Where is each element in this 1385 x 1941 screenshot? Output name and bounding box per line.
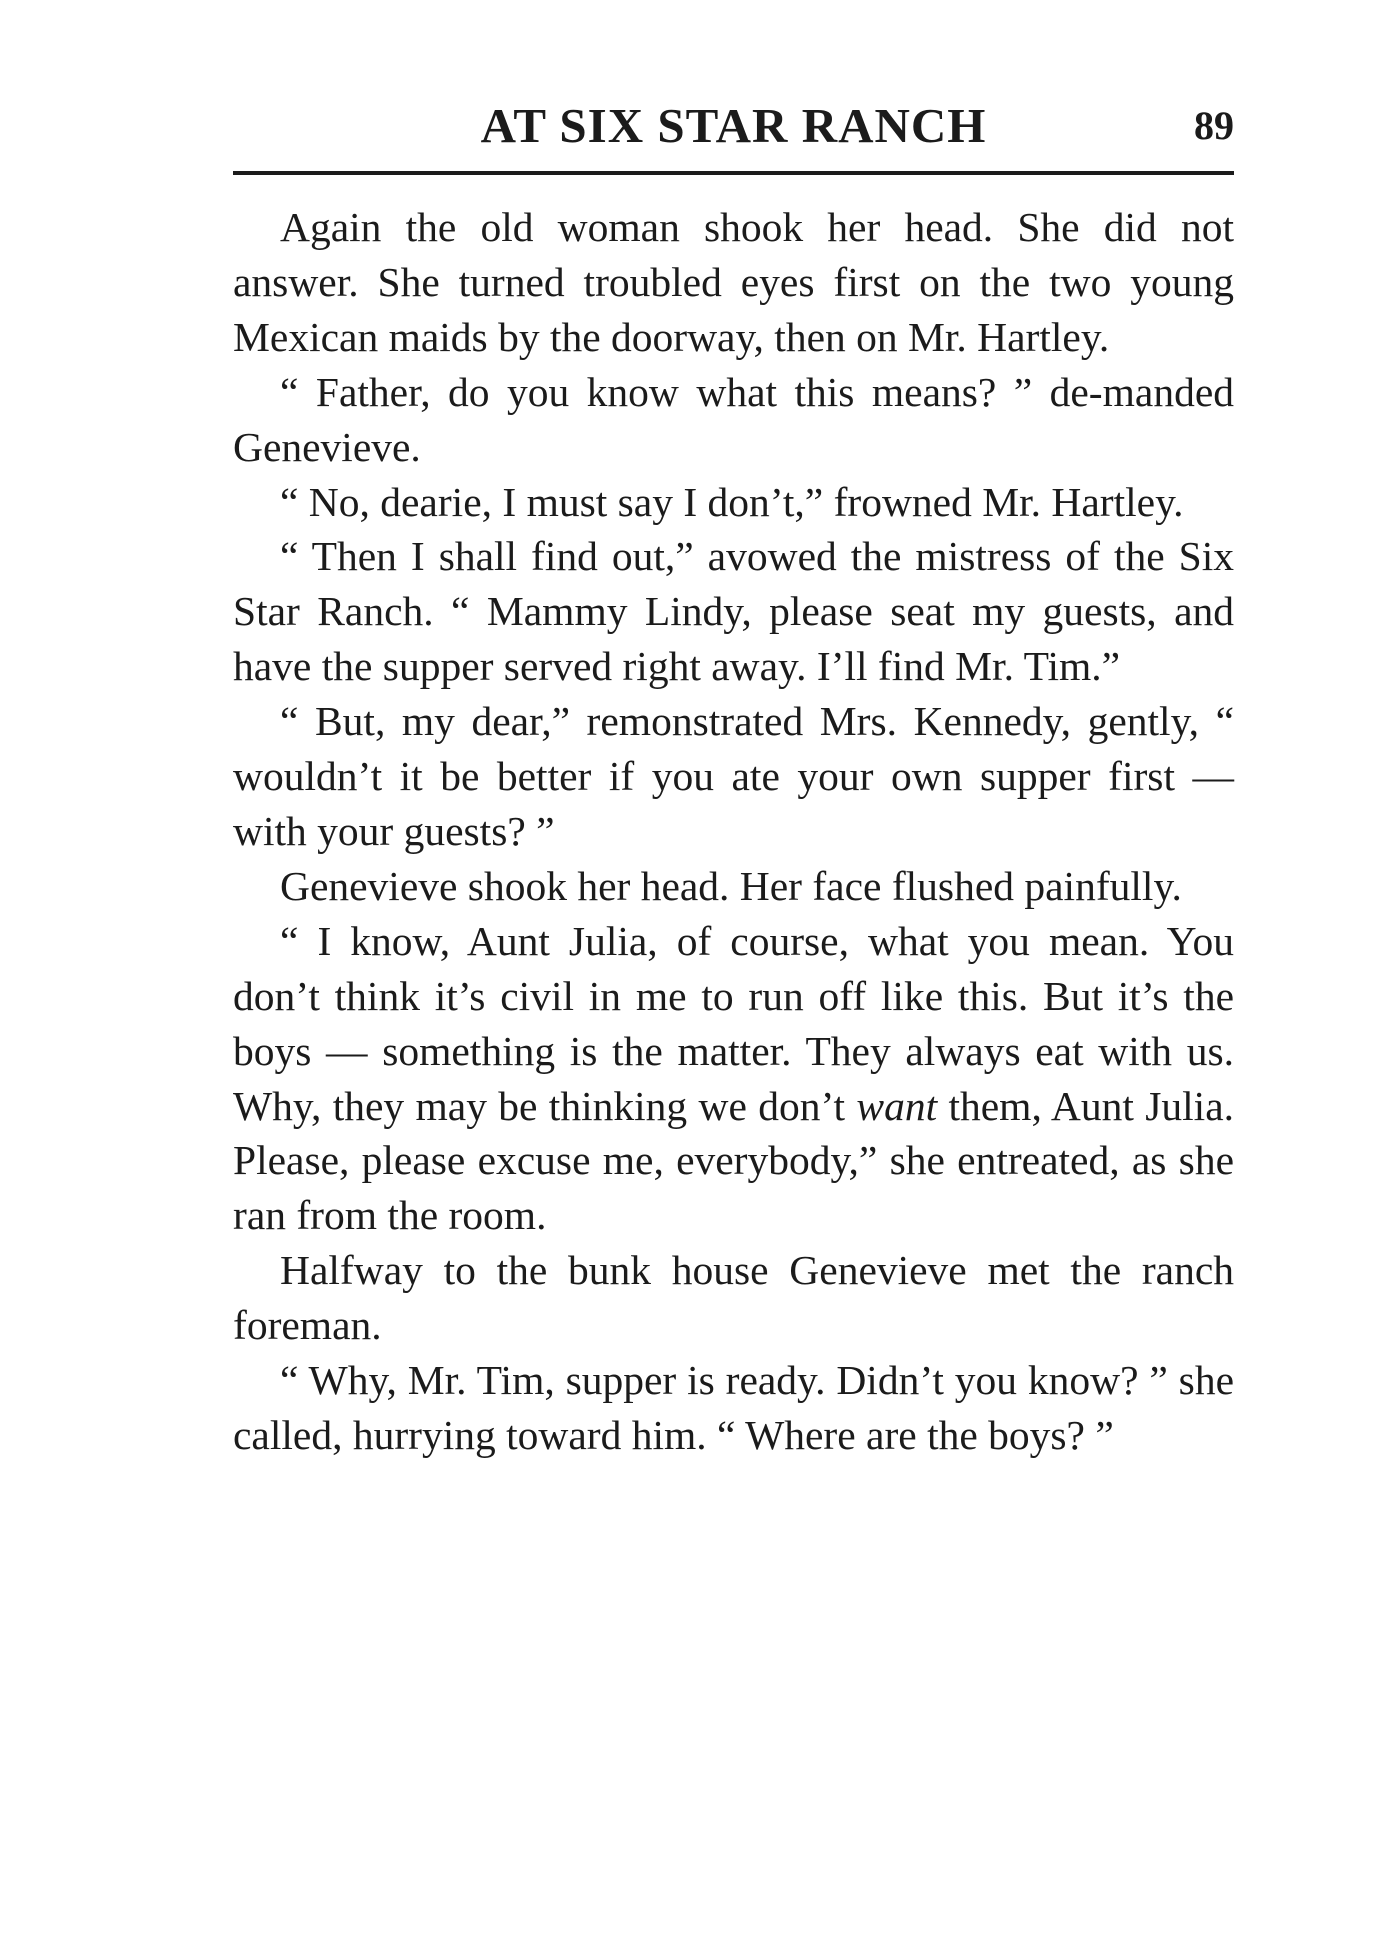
paragraph-8: Halfway to the bunk house Genevieve met the ranch foreman. xyxy=(233,1247,1234,1349)
page-number: 89 xyxy=(1194,103,1234,148)
paragraph-7-text-after: them, Aunt Julia. Please, please excuse me, everybody,” she entreated, as she ran from the room. xyxy=(233,1082,1234,1239)
paragraph-3: “ No, dearie, I must say I don’t,” frowned Mr. Hartley. xyxy=(280,478,1184,525)
running-title: AT SIX STAR RANCH xyxy=(480,98,987,153)
paragraph-7 xyxy=(233,914,1234,1243)
header-rule xyxy=(233,171,1234,175)
paragraph-2: “ Father, do you know what this means? ” de-manded Genevieve. xyxy=(233,368,1234,470)
paragraph-4: “ Then I shall find out,” avowed the mistress of the Six Star Ranch. “ Mammy Lindy, please seat my guests, and have the supper served right away. I’ll find Mr. Tim.” xyxy=(233,533,1234,690)
paragraph-1: Again the old woman shook her head. She did not answer. She turned troubled eyes first on the two young Mexican maids by the doorway, then on Mr. Hartley. xyxy=(233,204,1234,360)
paragraph-6: Genevieve shook her head. Her face flushed painfully. xyxy=(280,862,1182,909)
paragraph-7-emphasis: want xyxy=(856,1082,938,1129)
paragraph-7-text-before: “ I know, Aunt Julia, of course, what you mean. You don’t think it’s civil in me to run off like this. But it’s the boys — something is the matter. They always eat with us. Why, they may be thinking we don’t xyxy=(233,917,1234,1129)
running-head xyxy=(233,96,1234,156)
paragraph-9: “ Why, Mr. Tim, supper is ready. Didn’t you know? ” she called, hurrying toward him. “ Where are the boys? ” xyxy=(233,1357,1234,1458)
body-text xyxy=(233,200,1234,1463)
paragraph-5: “ But, my dear,” remonstrated Mrs. Kennedy, gently, “ wouldn’t it be better if you ate your own supper first — with your guests? ” xyxy=(233,698,1234,854)
